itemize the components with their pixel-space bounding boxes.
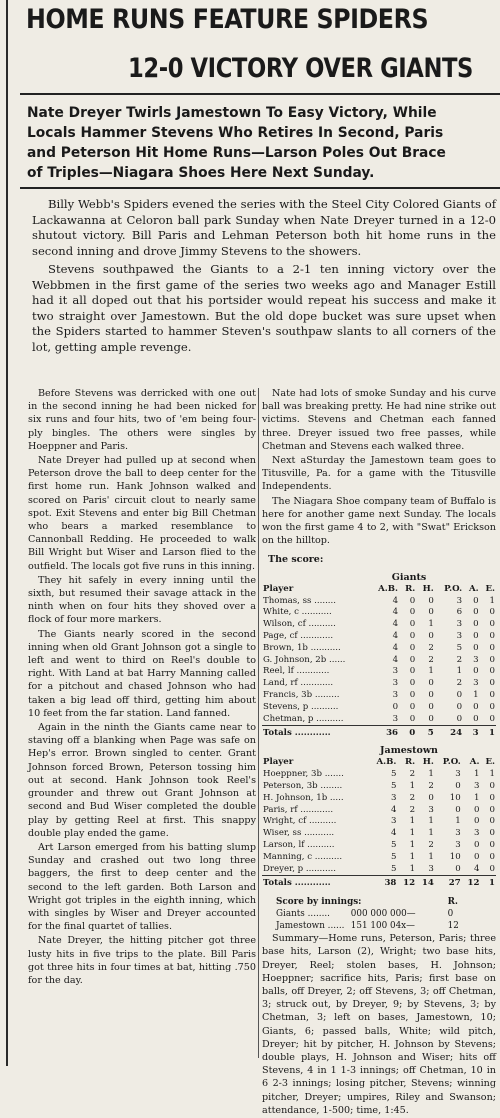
stat-cell: 1 xyxy=(480,876,496,890)
stat-cell: 10 xyxy=(449,851,461,862)
stat-cell: 5 xyxy=(390,781,397,791)
stat-cell: 4 xyxy=(392,595,399,606)
stat-cell: 0 xyxy=(473,713,479,724)
deck-line: Locals Hammer Stevens Who Retires In Second, Paris xyxy=(27,125,444,141)
story-paragraph: Next aSturday the Jamestown team goes to Titusville, Pa. for a game with the Titusville Independents. xyxy=(262,455,496,493)
stat-cell: 0 xyxy=(428,701,434,712)
player-name-cell: Hoeppner, 3b ....... xyxy=(263,769,344,780)
stat-cell: 0 xyxy=(409,642,416,653)
player-row xyxy=(262,781,496,793)
story-paragraph: The Niagara Shoe company team of Buffalo is here for another game next Sunday. The locals won the first game 4 to 2, with "Swat" Erickson on the hilltop. xyxy=(262,495,496,547)
player-name-cell: Wilson, cf .......... xyxy=(263,619,336,630)
line-score xyxy=(262,896,496,932)
stat-cell: 3 xyxy=(390,816,397,827)
stat-cell: 3 xyxy=(473,678,479,689)
stat-cell: 3 xyxy=(390,792,397,803)
stat-cell: 5 xyxy=(456,642,463,653)
player-name-cell: White, c ........... xyxy=(263,607,332,618)
player-name-cell: Totals ............ xyxy=(262,726,368,740)
stat-cell: 0 xyxy=(473,607,479,618)
stat-cell: 36 xyxy=(368,726,399,740)
stat-cell: 0 xyxy=(473,595,479,606)
player-row xyxy=(262,631,496,643)
stat-cell: 12 xyxy=(397,876,416,890)
deck-bottom-rule xyxy=(20,187,500,189)
stat-cell: 0 xyxy=(409,607,416,618)
stat-cell: 0 xyxy=(489,851,495,862)
player-name-cell: Page, cf ............ xyxy=(263,631,334,642)
stat-cell: 3 xyxy=(428,863,434,874)
stat-cell: 3 xyxy=(455,828,461,839)
stat-cell: 0 xyxy=(489,701,495,712)
player-name-cell: Wright, cf .......... xyxy=(263,816,337,827)
stat-cell: A.B. xyxy=(376,757,397,768)
stat-cell: 2 xyxy=(456,678,463,689)
player-name-cell: Larson, lf .......... xyxy=(263,839,335,850)
player-row xyxy=(262,702,496,714)
story-paragraph: Nate had lots of smoke Sunday and his curve ball was breaking pretty. He had nine strike out victims. Stevens and Chetman each fanned three. Dreyer issued two free passes, while Chetman and Stevens each walked three. xyxy=(262,388,496,452)
stat-cell: 3 xyxy=(392,666,399,677)
player-row xyxy=(262,678,496,690)
game-summary: Summary—Home runs, Peterson, Paris; three base hits, Larson (2), Wright; two base hits, Dreyer, Reel; stolen bases, H. Johnson; Hoeppner; sacrifice hits, Paris; first base on balls, off Dreyer, 2; off Stevens, 3; off Chetman, 3; struck out, by Dreyer, 9; by Stevens, 3; by Chetman, 3; left on bases, Jamestown, 10; Giants, 6; passed balls, White; wild pitch, Dreyer; hit by pitcher, H. Johnson by Stevens; double plays, H. Johnson and Wiser; hits off Stevens, 4 in 1 1-3 innings; off Chetman, 10 in 6 2-3 innings; losing pitcher, Stevens; winning pitcher, Dreyer; umpires, Riley and Swanson; attendance, 1-500; time, 1:45. xyxy=(262,933,496,1116)
lead-paragraph: Billy Webb's Spiders evened the series with the Steel City Colored Giants of Lackawanna at Celoron ball park Sunday when Nate Dreyer turned in a 12-0 shutout victory. Bill Paris and Lehman Peterson both hit home runs in the second inning and drove Jimmy Stevens to the showers. xyxy=(32,197,496,258)
score-by-innings-label: Score by innings: xyxy=(276,897,362,908)
stat-cell: 2 xyxy=(428,839,434,850)
stat-cell: 1 xyxy=(409,828,416,839)
stat-cell: 1 xyxy=(428,619,434,630)
stat-cell: 1 xyxy=(428,666,434,677)
stat-cell: 0 xyxy=(489,607,495,618)
stat-cell: 0 xyxy=(473,839,480,850)
stat-cell: 0 xyxy=(489,792,495,803)
stat-cell: 0 xyxy=(489,631,495,642)
left-column xyxy=(28,387,256,988)
stat-cell: 1 xyxy=(409,816,416,827)
lead-paragraph: Stevens southpawed the Giants to a 2-1 ten inning victory over the Webbmen in the first game of the series two weeks ago and Manager Estill had it all doped out that his portsider would repeat his success and make it two straight over Jamestown. But the old dope bucket was sure upset when the Spiders started to hammer Steven's southpaw slants to all corners of the lot, getting ample revenge. xyxy=(32,262,496,354)
column-divider xyxy=(258,388,259,1058)
stat-cell: P.O. xyxy=(444,583,463,594)
stat-cell: 0 xyxy=(392,701,399,712)
stat-cell: 2 xyxy=(428,781,434,791)
player-name-cell: Peterson, 3b ........ xyxy=(263,781,343,791)
player-name-cell: Manning, c .......... xyxy=(263,851,343,862)
player-name-cell: Stevens, p .......... xyxy=(263,701,339,712)
stat-cell: 4 xyxy=(390,804,397,815)
player-row xyxy=(262,864,496,876)
stat-cell: 3 xyxy=(456,619,463,630)
stat-cell: 0 xyxy=(473,851,480,862)
stat-cell: 2 xyxy=(428,654,434,665)
stat-cell: 0 xyxy=(409,701,416,712)
stat-cell: 0 xyxy=(473,804,480,815)
stat-cell: 4 xyxy=(392,607,399,618)
stat-cell: 3 xyxy=(456,631,463,642)
stat-cell: 0 xyxy=(473,666,479,677)
runs-header: R. xyxy=(447,897,458,908)
jamestown-title: Jamestown xyxy=(380,745,438,757)
stat-cell: 10 xyxy=(449,792,461,803)
player-row xyxy=(262,607,496,619)
stat-cell: 5 xyxy=(416,726,435,740)
stat-cell: 0 xyxy=(456,701,463,712)
stat-cell: 3 xyxy=(392,678,399,689)
stat-cell: 0 xyxy=(473,619,479,630)
stat-cell: 0 xyxy=(428,690,434,701)
line-score-row: Giants ........ 000 000 000— 0 xyxy=(276,909,454,920)
stat-cell: 2 xyxy=(409,769,416,780)
stat-cell: 0 xyxy=(428,607,434,618)
player-name-cell: H. Johnson, 1b ..... xyxy=(263,792,344,803)
stat-cell: 3 xyxy=(428,804,434,815)
stat-cell: 0 xyxy=(428,713,434,724)
player-row xyxy=(262,816,496,828)
stat-cell: 3 xyxy=(455,839,461,850)
headline-line-2: 12-0 VICTORY OVER GIANTS xyxy=(128,53,473,84)
stat-cell: 2 xyxy=(409,804,416,815)
totals-row xyxy=(262,876,496,890)
stat-cell: 3 xyxy=(456,595,463,606)
player-name-cell: Dreyer, p ........... xyxy=(263,863,336,874)
stat-cell: 1 xyxy=(473,792,480,803)
stat-cell: 0 xyxy=(473,816,480,827)
stat-cell: 0 xyxy=(409,631,416,642)
stat-cell: 4 xyxy=(392,654,399,665)
player-name-cell: Reel, lf ............ xyxy=(263,666,330,677)
stat-cell: 5 xyxy=(390,769,397,780)
stat-cell: 0 xyxy=(428,595,434,606)
player-row xyxy=(262,596,496,608)
deck-line: and Peterson Hit Home Runs—Larson Poles Out Brace xyxy=(27,145,446,161)
player-row xyxy=(262,828,496,840)
stat-cell: 0 xyxy=(428,678,434,689)
stat-cell: 1 xyxy=(473,690,479,701)
stat-cell: 0 xyxy=(409,678,416,689)
stat-cell: 3 xyxy=(455,769,461,780)
stat-cell: 4 xyxy=(392,619,399,630)
giants-box-score xyxy=(262,584,496,740)
stat-cell: 4 xyxy=(392,631,399,642)
stat-cell: A. xyxy=(468,583,479,594)
lead-text xyxy=(32,197,496,358)
stat-cell: 12 xyxy=(462,876,481,890)
player-name-cell: Player xyxy=(263,757,294,768)
stat-cell: 0 xyxy=(489,666,495,677)
player-row xyxy=(262,840,496,852)
player-name-cell: G. Johnson, 2b ...... xyxy=(263,654,346,665)
player-name-cell: Player xyxy=(263,583,294,594)
player-row xyxy=(262,666,496,678)
stat-cell: 0 xyxy=(428,792,434,803)
column-edge-rule xyxy=(6,0,8,1066)
story-paragraph: Nate Dreyer had pulled up at second when Peterson drove the ball to deep center for the first home run. Hank Johnson walked and scored on Paris' circuit clout to nearly same spot. Exit Stevens and enter big Bill Chetman who bears a marked resemblance to Cannonball Redding. He proceeded to walk Bill Wright but Wiser and Larson flied to the outfield. The locals got five runs in this inning. xyxy=(28,455,256,572)
stat-cell: 0 xyxy=(489,690,495,701)
stat-cell: 1 xyxy=(409,839,416,850)
stat-cell: 0 xyxy=(455,804,461,815)
stat-cell: 1 xyxy=(428,769,434,780)
score-label: The score: xyxy=(268,554,324,566)
stat-cell: 1 xyxy=(409,781,416,791)
stat-cell: 3 xyxy=(473,781,480,791)
story-paragraph: The Giants nearly scored in the second inning when old Grant Johnson got a single to left and went to third on Reel's double to right. With Land at bat Harry Manning called for a pitchout and chased Johnson who had taken a big lead off third, getting him about 10 feet from the far station. Land fanned. xyxy=(28,628,256,719)
stat-cell: 2 xyxy=(409,792,416,803)
stat-cell: 4 xyxy=(473,863,480,874)
stat-cell: 3 xyxy=(473,828,480,839)
stat-cell: 5 xyxy=(390,839,397,850)
stat-cell: 0 xyxy=(455,863,461,874)
story-paragraph: Again in the ninth the Giants came near to staving off a blanking when Page was safe on Hep's error. Brown singled to center. Grant Johnson forced Brown, Peterson tossing him out at second. Hank Johnson took Reel's grounder and threw out Grant Johnson at second and Bud Wiser completed the double play by getting Reel at first. This snappy double play ended the game. xyxy=(28,722,256,839)
player-name-cell: Land, rf ............ xyxy=(263,678,334,689)
stat-cell: 24 xyxy=(435,726,463,740)
player-name-cell: Francis, 3b ......... xyxy=(263,690,340,701)
line-score-row: Jamestown ...... 151 100 04x— 12 xyxy=(276,921,459,932)
stat-cell: 0 xyxy=(489,678,495,689)
stat-cell: 1 xyxy=(428,816,434,827)
box-header-row xyxy=(262,757,496,769)
headline-line-1: HOME RUNS FEATURE SPIDERS xyxy=(26,4,429,35)
right-column xyxy=(262,387,496,1118)
stat-cell: 1 xyxy=(409,851,416,862)
player-name-cell: Paris, rf ............ xyxy=(263,804,334,815)
stat-cell: A. xyxy=(469,757,480,768)
stat-cell: 4 xyxy=(390,828,397,839)
stat-cell: 0 xyxy=(489,863,495,874)
player-row xyxy=(262,690,496,702)
stat-cell: 27 xyxy=(435,876,462,890)
player-name-cell: Chetman, p .......... xyxy=(263,713,344,724)
stat-cell: 0 xyxy=(489,804,495,815)
stat-cell: 1 xyxy=(409,863,416,874)
story-paragraph: Art Larson emerged from his batting slump Sunday and crashed out two long three baggers, the first to deep center and the second to the left garden. Both Larson and Wright got triples in the eighth inning, which with singles by Wiser and Dreyer accounted for the final quartet of tallies. xyxy=(28,841,256,933)
stat-cell: 5 xyxy=(390,851,397,862)
stat-cell: 2 xyxy=(456,654,463,665)
box-header-row xyxy=(262,584,496,596)
giants-title: Giants xyxy=(391,571,427,583)
stat-cell: 5 xyxy=(390,863,397,874)
player-row xyxy=(262,805,496,817)
stat-cell: 1 xyxy=(473,769,480,780)
stat-cell: 38 xyxy=(368,876,397,890)
stat-cell: 0 xyxy=(456,713,463,724)
stat-cell: 0 xyxy=(489,713,495,724)
stat-cell: E. xyxy=(485,583,495,594)
stat-cell: 0 xyxy=(409,666,416,677)
subheadline-deck xyxy=(27,103,497,183)
stat-cell: 1 xyxy=(455,816,461,827)
stat-cell: 6 xyxy=(456,607,463,618)
stat-cell: 1 xyxy=(480,726,496,740)
stat-cell: R. xyxy=(405,757,416,768)
player-row xyxy=(262,793,496,805)
stat-cell: A.B. xyxy=(378,583,399,594)
stat-cell: 1 xyxy=(428,851,434,862)
stat-cell: H. xyxy=(422,583,434,594)
stat-cell: 0 xyxy=(473,642,479,653)
stat-cell: 3 xyxy=(392,690,399,701)
player-name-cell: Totals ............ xyxy=(262,876,368,890)
stat-cell: 0 xyxy=(456,690,463,701)
player-name-cell: Brown, 1b ........... xyxy=(263,642,341,653)
player-row xyxy=(262,714,496,726)
deck-line: of Triples—Niagara Shoes Here Next Sunday. xyxy=(27,165,375,181)
stat-cell: P.O. xyxy=(442,757,461,768)
stat-cell: 3 xyxy=(463,726,480,740)
stat-cell: 0 xyxy=(409,654,416,665)
stat-cell: 0 xyxy=(473,701,479,712)
stat-cell: 0 xyxy=(489,654,495,665)
stat-cell: 0 xyxy=(455,781,461,791)
stat-cell: 0 xyxy=(409,595,416,606)
player-name-cell: Thomas, ss ........ xyxy=(263,595,336,606)
story-paragraph: Nate Dreyer, the hitting pitcher got three lusty hits in five trips to the plate. Bill Paris got three hits in four times at bat, hitting .750 for the day. xyxy=(28,935,256,986)
player-name-cell: Wiser, ss ........... xyxy=(263,828,335,839)
player-row xyxy=(262,852,496,864)
stat-cell: 0 xyxy=(489,619,495,630)
stat-cell: R. xyxy=(405,583,416,594)
stat-cell: 2 xyxy=(428,642,434,653)
stat-cell: 0 xyxy=(473,631,479,642)
stat-cell: E. xyxy=(485,757,495,768)
stat-cell: 3 xyxy=(473,654,479,665)
stat-cell: 1 xyxy=(489,595,495,606)
stat-cell: 0 xyxy=(409,619,416,630)
stat-cell: 0 xyxy=(409,713,416,724)
stat-cell: 14 xyxy=(416,876,435,890)
deck-line: Nate Dreyer Twirls Jamestown To Easy Victory, While xyxy=(27,105,437,121)
stat-cell: 0 xyxy=(489,816,495,827)
stat-cell: 1 xyxy=(428,828,434,839)
stat-cell: 4 xyxy=(392,642,399,653)
player-row xyxy=(262,655,496,667)
stat-cell: 0 xyxy=(489,642,495,653)
jamestown-box-score xyxy=(262,757,496,890)
stat-cell: 0 xyxy=(409,690,416,701)
stat-cell: 1 xyxy=(489,769,495,780)
totals-row xyxy=(262,726,496,740)
player-row xyxy=(262,643,496,655)
stat-cell: 1 xyxy=(456,666,463,677)
stat-cell: 3 xyxy=(392,713,399,724)
stat-cell: 0 xyxy=(489,839,495,850)
story-paragraph: They hit safely in every inning until the sixth, but resumed their savage attack in the ninth when on four hits they shoved over a flock of four more markers. xyxy=(28,574,256,626)
stat-cell: H. xyxy=(422,757,434,768)
player-row xyxy=(262,769,496,781)
stat-cell: 0 xyxy=(428,631,434,642)
story-paragraph: Before Stevens was derricked with one out in the second inning he had been nicked for six runs and four hits, two of 'em being four-ply bingles. The others were singles by Hoeppner and Paris. xyxy=(28,388,256,452)
deck-top-rule xyxy=(20,93,500,95)
stat-cell: 0 xyxy=(489,781,495,791)
stat-cell: 0 xyxy=(489,828,495,839)
stat-cell: 0 xyxy=(399,726,416,740)
player-row xyxy=(262,619,496,631)
